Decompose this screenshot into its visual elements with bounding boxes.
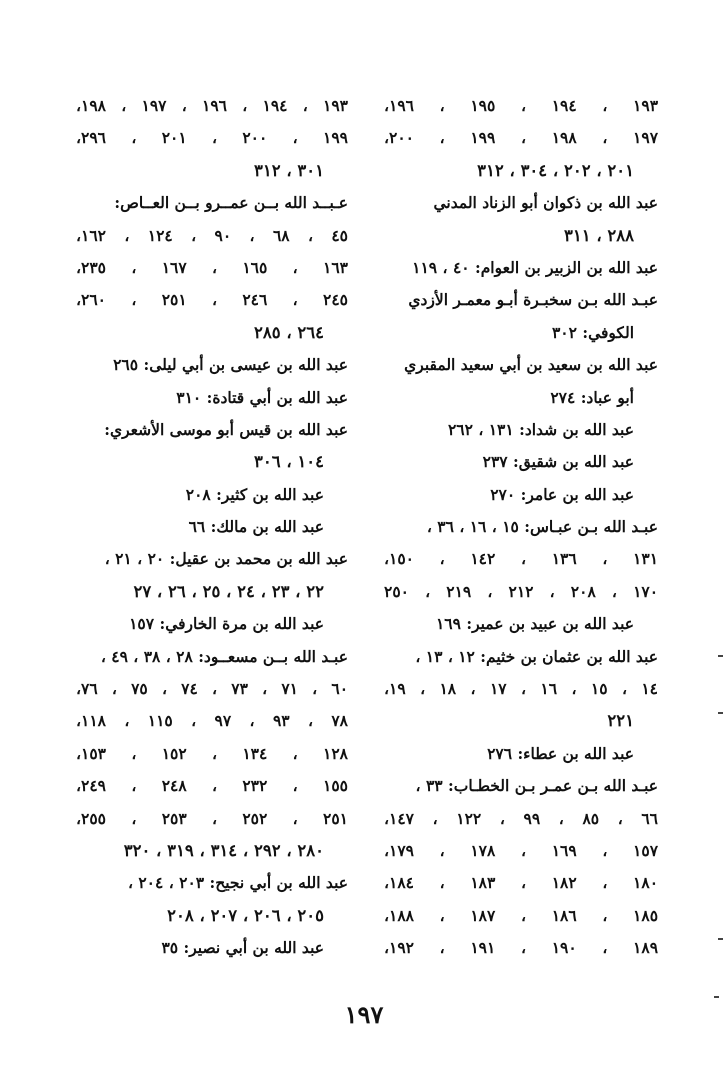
index-line: عبد الله بن أبي قتادة: ٣١٠ <box>176 387 348 407</box>
scan-mark <box>718 938 723 940</box>
index-line: عبد الله بن قيس أبو موسى الأشعري: <box>104 419 348 439</box>
index-line: ٢٦٤ ، ٢٨٥ <box>253 322 324 342</box>
index-line: عبد الله بن عامر: ٢٧٠ <box>490 484 634 504</box>
scan-mark <box>714 996 719 998</box>
index-line: ١٨٩ ، ١٩٠ ، ١٩١ ، ١٩٢، <box>384 938 658 958</box>
index-line: ٢٥١ ، ٢٥٢ ، ٢٥٣ ، ٢٥٥، <box>76 808 348 828</box>
index-line: عبـد الله بـن عمـر بـن الخطـاب: ٣٣ ، <box>415 776 658 796</box>
index-line: ٢٨٨ ، ٣١١ <box>563 225 634 245</box>
index-line: عبد الله بن عثمان بن خثيم: ١٢ ، ١٣ ، <box>415 646 658 666</box>
index-line: عبد الله بن مرة الخارفي: ١٥٧ <box>129 614 324 634</box>
index-line: عبـد الله بـن عبـاس: ١٥ ، ١٦ ، ٣٦ ، <box>426 517 658 537</box>
index-line: عبد الله بن الزبير بن العوام: ٤٠ ، ١١٩ <box>412 257 658 277</box>
index-column-left <box>76 90 348 965</box>
index-line: ٦٦ ، ٨٥ ، ٩٩ ، ١٢٢ ، ١٤٧، <box>384 808 658 828</box>
index-line: ٣٠١ ، ٣١٢ <box>253 160 324 180</box>
index-line: ٧٨ ، ٩٣ ، ٩٧ ، ١١٥ ، ١١٨، <box>76 711 348 731</box>
index-line: ١٩٣ ، ١٩٤ ، ١٩٦ ، ١٩٧ ، ١٩٨، <box>76 96 348 115</box>
index-line: عبد الله بن أبي نجيح: ٢٠٣ ، ٢٠٤ ، <box>127 873 348 893</box>
index-line: ١٩٣ ، ١٩٤ ، ١٩٥ ، ١٩٦، <box>384 96 658 115</box>
index-line: ٦٠ ، ٧١ ، ٧٣ ، ٧٤ ، ٧٥ ، ٧٦، <box>76 679 348 699</box>
index-line: ١٤ ، ١٥ ، ١٦ ، ١٧ ، ١٨ ، ١٩، <box>384 679 658 699</box>
index-line: عبد الله بن عبيد بن عمير: ١٦٩ <box>435 614 634 634</box>
page-number: ١٩٧ <box>344 1000 384 1029</box>
index-line: عبد الله بن محمد بن عقيل: ٢٠ ، ٢١ ، <box>104 549 348 569</box>
index-line: ٢٤٥ ، ٢٤٦ ، ٢٥١ ، ٢٦٠، <box>76 290 348 310</box>
index-line: عبـد الله بـن سخبـرة أبـو معمـر الأزدي <box>408 290 658 310</box>
scan-mark <box>718 655 723 657</box>
index-line: عـبــد الله بــن عمــرو بــن العــاص: <box>114 193 348 213</box>
index-line: ٢٨٠ ، ٢٩٢ ، ٣١٤ ، ٣١٩ ، ٣٢٠ <box>123 840 324 860</box>
index-line: ١٨٠ ، ١٨٢ ، ١٨٣ ، ١٨٤، <box>384 873 658 893</box>
index-line: عبد الله بن كثير: ٢٠٨ <box>185 484 324 504</box>
index-line: الكوفي: ٣٠٢ <box>551 322 634 342</box>
index-line: عبـد الله بــن مسعــود: ٢٨ ، ٣٨ ، ٤٩ ، <box>100 646 348 666</box>
index-line: عبد الله بن ذكوان أبو الزناد المدني <box>433 193 658 213</box>
index-column-right <box>384 90 658 965</box>
index-line: ١٣١ ، ١٣٦ ، ١٤٢ ، ١٥٠، <box>384 549 658 569</box>
index-line: ١٦٣ ، ١٦٥ ، ١٦٧ ، ٢٣٥، <box>76 257 348 277</box>
index-line: عبد الله بن شداد: ١٣١ ، ٢٦٢ <box>447 419 634 439</box>
index-line: ١٩٧ ، ١٩٨ ، ١٩٩ ، ٢٠٠، <box>384 128 658 148</box>
index-line: عبد الله بن أبي نصير: ٣٥ <box>161 938 324 958</box>
index-line: ١٨٥ ، ١٨٦ ، ١٨٧ ، ١٨٨، <box>384 905 658 925</box>
index-line: ٢٠١ ، ٢٠٢ ، ٣٠٤ ، ٣١٢ <box>477 160 634 180</box>
index-line: ١٢٨ ، ١٣٤ ، ١٥٢ ، ١٥٣، <box>76 743 348 763</box>
index-line: ٤٥ ، ٦٨ ، ٩٠ ، ١٢٤ ، ١٦٢، <box>76 225 348 245</box>
index-line: ٢٢ ، ٢٣ ، ٢٤ ، ٢٥ ، ٢٦ ، ٢٧ <box>133 581 324 601</box>
index-line: ١٥٥ ، ٢٣٢ ، ٢٤٨ ، ٢٤٩، <box>76 776 348 796</box>
index-line: عبد الله بن عيسى بن أبي ليلى: ٢٦٥ <box>113 355 348 375</box>
index-line: عبد الله بن شقيق: ٢٣٧ <box>482 452 634 472</box>
index-line: ١٧٠ ، ٢٠٨ ، ٢١٢ ، ٢١٩ ، ٢٥٠ <box>384 581 658 601</box>
index-line: ١٥٧ ، ١٦٩ ، ١٧٨ ، ١٧٩، <box>384 840 658 860</box>
index-line: ١٩٩ ، ٢٠٠ ، ٢٠١ ، ٢٩٦، <box>76 128 348 148</box>
scan-mark <box>718 712 723 714</box>
index-line: عبد الله بن سعيد بن أبي سعيد المقبري <box>404 355 658 375</box>
index-line: ٢٢١ <box>607 711 634 731</box>
index-line: عبد الله بن عطاء: ٢٧٦ <box>487 743 634 763</box>
index-line: ١٠٤ ، ٣٠٦ <box>253 452 324 472</box>
index-line: ٢٠٥ ، ٢٠٦ ، ٢٠٧ ، ٢٠٨ <box>167 905 324 925</box>
index-line: أبو عباد: ٢٧٤ <box>550 387 634 407</box>
index-line: عبد الله بن مالك: ٦٦ <box>188 517 324 537</box>
